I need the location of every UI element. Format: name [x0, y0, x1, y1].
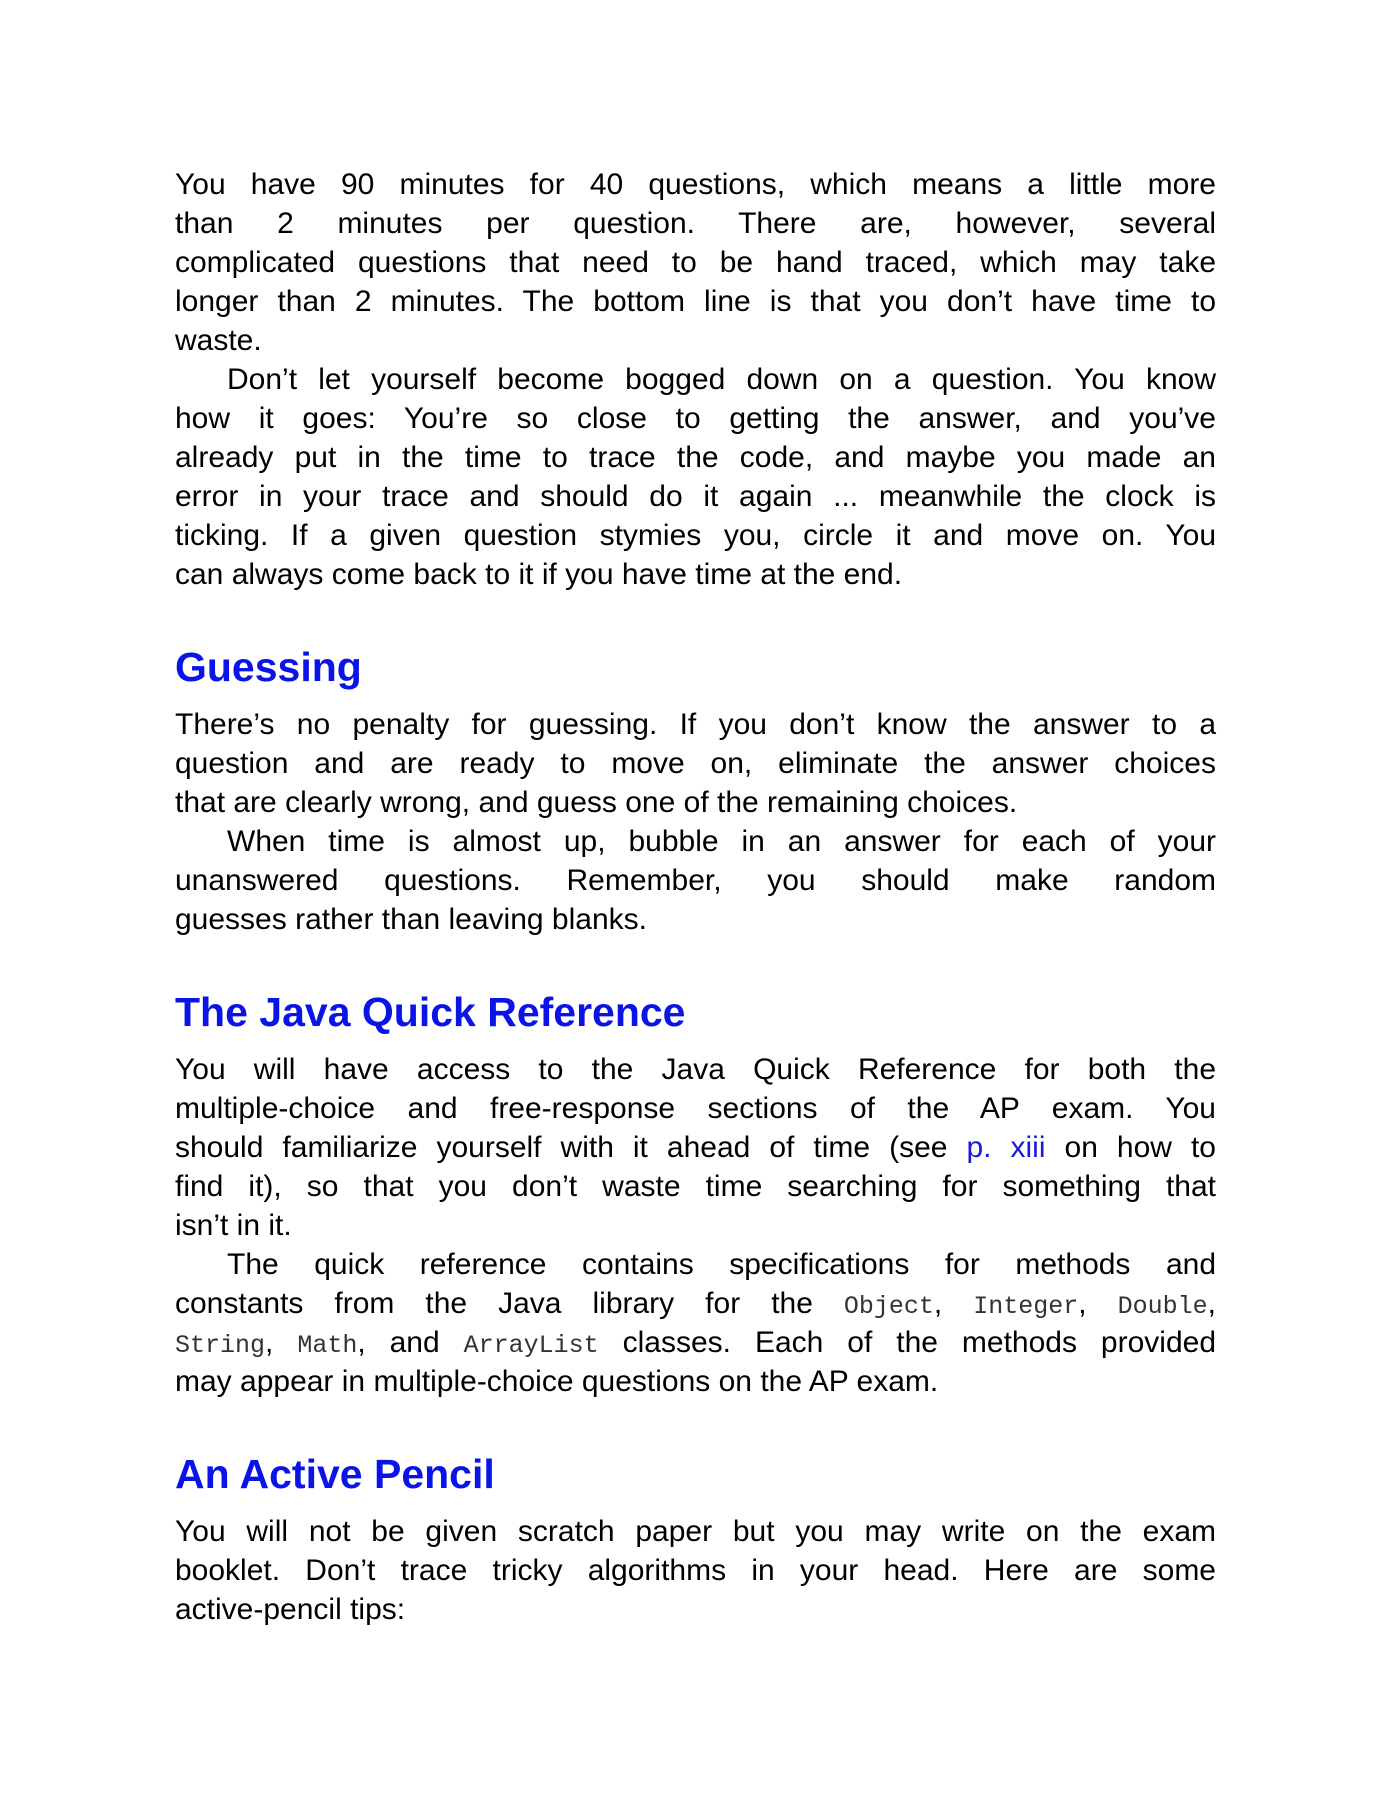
paragraph-bogged-down [175, 360, 1216, 594]
text-line: You will not be given scratch paper but you may write on the exam [175, 1515, 1216, 1548]
page-link[interactable]: p. xiii [966, 1131, 1046, 1164]
code-math: Math [297, 1331, 358, 1360]
paragraph-time [175, 165, 1216, 360]
text-line: complicated questions that need to be hand traced, which may take [175, 246, 1216, 279]
text-line: find it), so that you don’t waste time searching for something that [175, 1170, 1216, 1203]
text-line: guesses rather than leaving blanks. [175, 903, 647, 936]
text-segment: should familiarize yourself with it ahead of time (see [175, 1131, 967, 1164]
text-line: longer than 2 minutes. The bottom line is that you don’t have time to [175, 285, 1216, 318]
text-line: constants from the Java library for the Object, Integer, Double, [175, 1287, 1216, 1321]
text-line: multiple-choice and free-response sections of the AP exam. You [175, 1092, 1216, 1125]
paragraph-contents [175, 1245, 1216, 1401]
text-line: isn’t in it. [175, 1209, 292, 1242]
text-line: You will have access to the Java Quick Reference for both the [175, 1053, 1216, 1086]
text-line: Don’t let yourself become bogged down on a question. You know [227, 363, 1216, 396]
text-segment: classes. Each of the methods provided [598, 1326, 1217, 1359]
code-double: Double [1117, 1292, 1208, 1321]
paragraph-access [175, 1050, 1216, 1245]
text-line: already put in the time to trace the code, and maybe you made an [175, 441, 1216, 474]
text-line: than 2 minutes per question. There are, however, several [175, 207, 1216, 240]
text-line: ticking. If a given question stymies you, circle it and move on. You [175, 519, 1216, 552]
heading-active-pencil: An Active Pencil [175, 1451, 495, 1497]
text-line: error in your trace and should do it again ... meanwhile the clock is [175, 480, 1216, 513]
text-segment: constants from the Java library for the [175, 1287, 844, 1320]
text-line: may appear in multiple-choice questions on the AP exam. [175, 1365, 939, 1398]
text-line: You have 90 minutes for 40 questions, which means a little more [175, 168, 1216, 201]
text-line: how it goes: You’re so close to getting the answer, and you’ve [175, 402, 1216, 435]
text-line: active-pencil tips: [175, 1593, 406, 1626]
code-arraylist: ArrayList [463, 1331, 599, 1360]
text-segment: , and [357, 1326, 464, 1359]
code-string: String [175, 1331, 266, 1360]
text-line: booklet. Don’t trace tricky algorithms in your head. Here are some [175, 1554, 1216, 1587]
paragraph-time-up [175, 822, 1216, 939]
text-segment: on how to [1045, 1131, 1216, 1164]
code-object: Object [843, 1292, 934, 1321]
paragraph-no-penalty [175, 705, 1216, 822]
text-line: unanswered questions. Remember, you should make random [175, 864, 1216, 897]
heading-guessing: Guessing [175, 644, 362, 690]
text-line: String, Math, and ArrayList classes. Each of the methods provided [175, 1326, 1217, 1360]
text-line: waste. [175, 324, 262, 357]
text-line: can always come back to it if you have time at the end. [175, 558, 903, 591]
text-line: There’s no penalty for guessing. If you don’t know the answer to a [175, 708, 1216, 741]
text-line: that are clearly wrong, and guess one of the remaining choices. [175, 786, 1018, 819]
heading-java-quick-reference: The Java Quick Reference [175, 989, 686, 1035]
paragraph-pencil [175, 1512, 1216, 1629]
text-line: When time is almost up, bubble in an answer for each of your [227, 825, 1216, 858]
text-line: The quick reference contains specifications for methods and [227, 1248, 1216, 1281]
text-line: question and are ready to move on, eliminate the answer choices [175, 747, 1216, 780]
code-integer: Integer [973, 1292, 1079, 1321]
content-column [175, 165, 1216, 1629]
text-line [175, 1128, 1216, 1167]
